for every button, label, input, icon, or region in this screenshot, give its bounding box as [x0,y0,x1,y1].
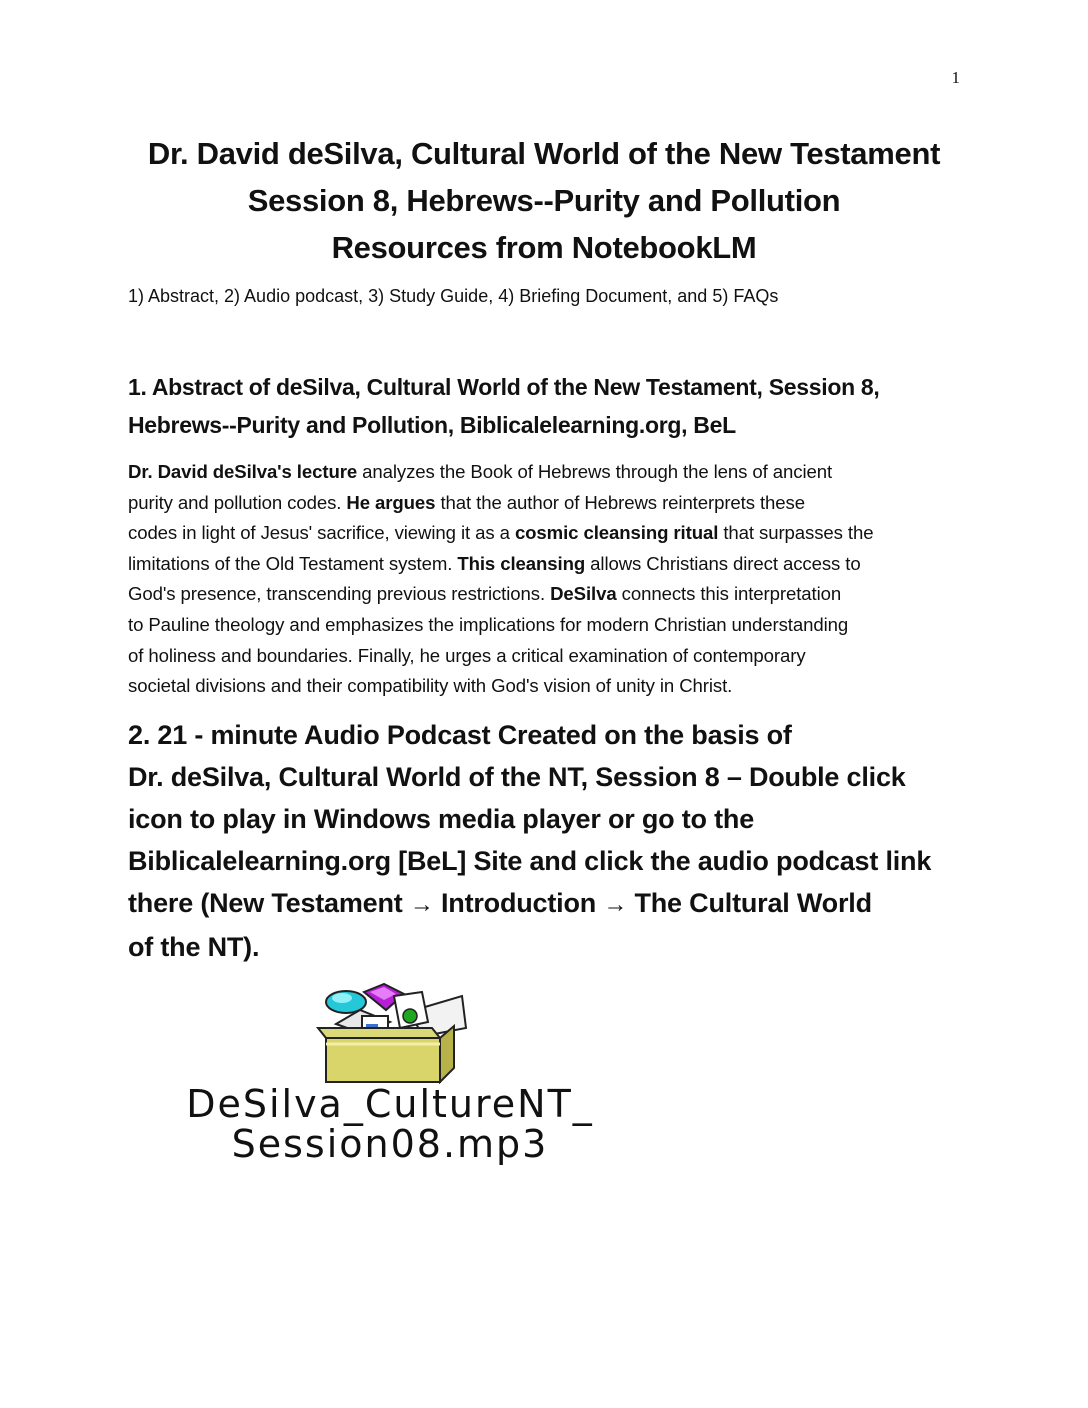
package-icon[interactable] [312,982,472,1084]
title-line-1: Dr. David deSilva, Cultural World of the New Testament [147,136,941,171]
abstract-heading-line-1: 1. Abstract of deSilva, Cultural World of the New Testament, Session 8, [128,374,880,400]
podcast-heading [128,714,978,968]
bold-phrase: This cleansing [457,552,586,574]
bold-phrase: He argues [346,491,436,513]
abstract-heading [128,368,978,444]
text-run: God's presence, transcending previous restrictions. [128,583,551,605]
text-run: Introduction [433,888,604,918]
document-title [100,130,988,271]
text-run: that the author of Hebrews reinterprets these [435,491,805,513]
title-line-2: Session 8, Hebrews--Purity and Pollution [247,183,841,218]
podcast-heading-line-5 [128,882,978,926]
podcast-heading-line-4: Biblicalelearning.org [BeL] Site and click the audio podcast link [128,846,932,876]
podcast-heading-line-3: icon to play in Windows media player or go to the [128,804,755,834]
filename-line-1: DeSilva_CultureNT_ [186,1082,594,1126]
text-run: codes in light of Jesus' sacrifice, viewing it as a [128,522,515,544]
title-line-3: Resources from NotebookLM [331,230,757,265]
abstract-line [128,488,968,519]
abstract-paragraph [128,457,968,702]
bold-phrase: cosmic cleansing ritual [514,522,719,544]
text-run: purity and pollution codes. [128,491,347,513]
right-arrow-icon: → [603,891,628,918]
abstract-line [128,457,968,488]
abstract-heading-line-2: Hebrews--Purity and Pollution, Biblicalelearning.org, BeL [128,412,736,438]
page-number: 1 [951,68,960,87]
text-run: The Cultural World [627,888,872,918]
contents-list: 1) Abstract, 2) Audio podcast, 3) Study Guide, 4) Briefing Document, and 5) FAQs [128,286,779,306]
text-run: limitations of the Old Testament system. [128,552,458,574]
text-run: there (New Testament [128,888,410,918]
bold-phrase: DeSilva [550,583,617,605]
bold-phrase: Dr. David deSilva's lecture [128,461,358,482]
text-run: analyzes the Book of Hebrews through the lens of ancient [357,461,833,482]
filename-line-2: Session08.mp3 [231,1122,549,1166]
right-arrow-icon: → [409,891,434,918]
text-run: that surpasses the [718,522,874,544]
podcast-heading-line-6: of the NT). [128,932,260,962]
abstract-line: of holiness and boundaries. Finally, he urges a critical examination of contemporary [128,644,806,666]
abstract-line: to Pauline theology and emphasizes the implications for modern Christian understanding [128,613,849,635]
podcast-heading-line-1: 2. 21 - minute Audio Podcast Created on the basis of [128,720,792,750]
text-run: connects this interpretation [616,583,842,605]
podcast-heading-line-2: Dr. deSilva, Cultural World of the NT, Session 8 – Double click [128,762,906,792]
text-run: allows Christians direct access to [585,552,861,574]
attachment-filename[interactable] [120,1084,660,1164]
abstract-line [128,579,968,610]
abstract-line [128,549,968,580]
abstract-line: societal divisions and their compatibility with God's vision of unity in Christ. [128,675,733,697]
abstract-line [128,518,968,549]
